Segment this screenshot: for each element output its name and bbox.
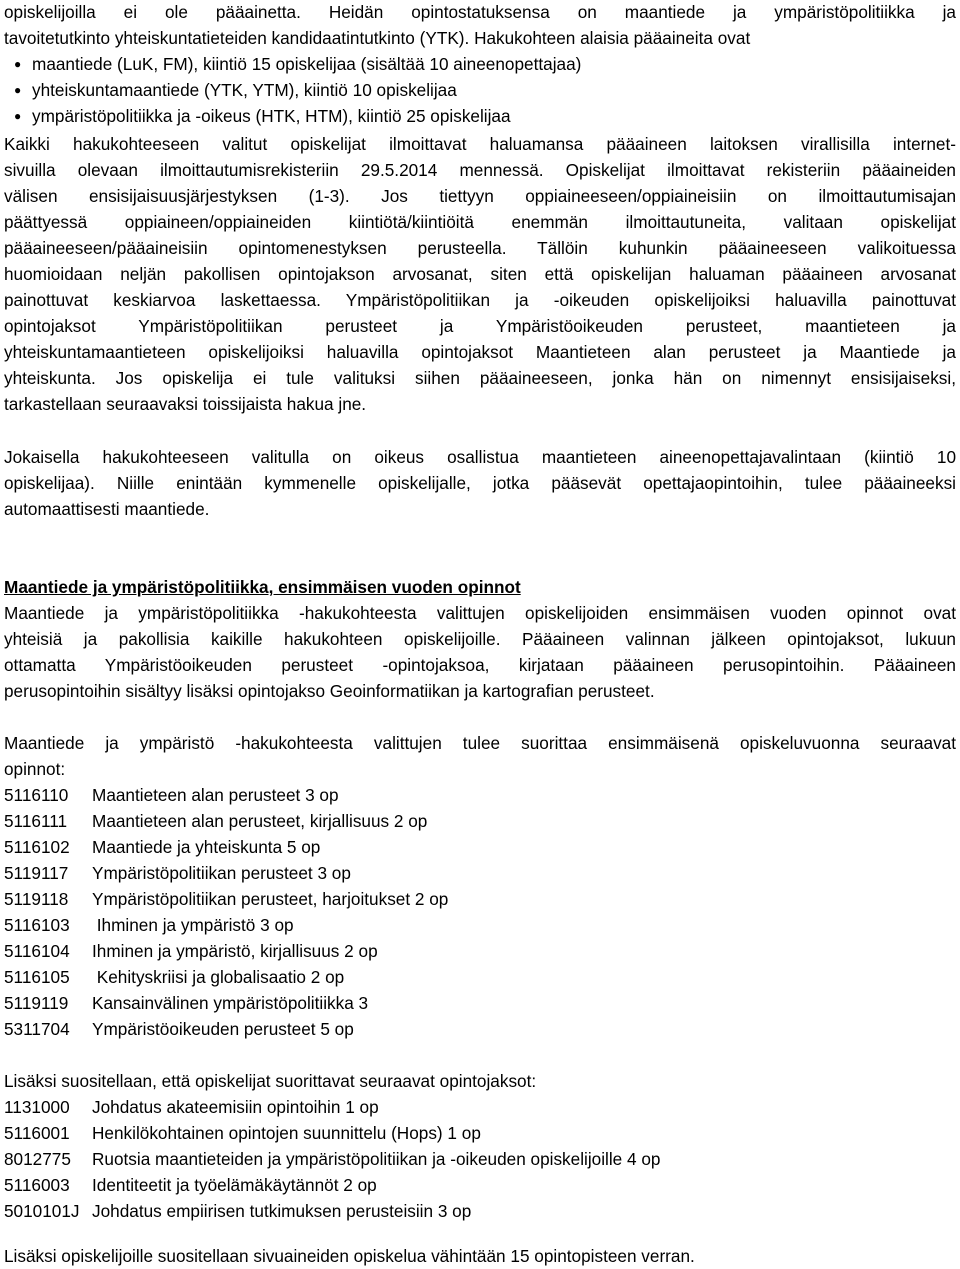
- course-code: 5116102: [4, 837, 70, 857]
- course-list-item: [4, 992, 956, 1014]
- course-code: 5116001: [4, 1123, 70, 1143]
- course-list-item: [4, 940, 956, 962]
- course-name: Ihminen ja ympäristö 3 op: [92, 915, 294, 935]
- paragraph-line: Kaikki hakukohteeseen valitut opiskelijat ilmoittavat haluamansa pääaineen laitoksen virallisilla internet-: [4, 134, 956, 154]
- bullet-icon: ●: [14, 109, 22, 123]
- recommended-list-item: [4, 1148, 956, 1170]
- course-code: 5116103: [4, 915, 70, 935]
- course-code: 5116111: [4, 811, 68, 831]
- paragraph-line: opinnot:: [4, 759, 66, 779]
- intro-line: tavoitetutkinto yhteiskuntatieteiden kandidaatintutkinto (YTK). Hakukohteen alaisia pääaineita ovat: [4, 28, 751, 48]
- course-name: Ihminen ja ympäristö, kirjallisuus 2 op: [92, 941, 378, 961]
- section-heading: Maantiede ja ympäristöpolitiikka, ensimmäisen vuoden opinnot: [4, 577, 521, 597]
- paragraph-line: Jokaisella hakukohteeseen valitulla on oikeus osallistua maantieteen aineenopettajavalintaan (kiintiö 10: [4, 447, 956, 467]
- course-name: Henkilökohtainen opintojen suunnittelu (Hops) 1 op: [92, 1123, 481, 1143]
- course-name: Kansainvälinen ympäristöpolitiikka 3: [92, 993, 369, 1013]
- recommended-list-item: [4, 1174, 956, 1196]
- paragraph-line: opintojaksot Ympäristöpolitiikan perusteet ja Ympäristöoikeuden perusteet, maantieteen ja: [4, 316, 956, 336]
- course-name: Ympäristöoikeuden perusteet 5 op: [92, 1019, 354, 1039]
- intro-line: opiskelijoilla ei ole pääainetta. Heidän opintostatuksensa on maantiede ja ympäristöpolitiikka ja: [4, 2, 956, 22]
- course-name: Maantiede ja yhteiskunta 5 op: [92, 837, 321, 857]
- course-code: 5116110: [4, 785, 69, 805]
- course-list-item: [4, 784, 956, 806]
- recommended-list-item: [4, 1200, 956, 1222]
- paragraph-line: välisen ensisijaisuusjärjestyksen (1-3). Jos tiettyyn oppiaineeseen/oppiaineisiin on ilmoittautumisajan: [4, 186, 956, 206]
- course-name: Ruotsia maantieteiden ja ympäristöpolitiikan ja -oikeuden opiskelijoille 4 op: [92, 1149, 661, 1169]
- closing-paragraph: Lisäksi opiskelijoille suositellaan sivuaineiden opiskelua vähintään 15 opintopisteen verran.: [4, 1246, 695, 1266]
- bullet-text: maantiede (LuK, FM), kiintiö 15 opiskelijaa (sisältää 10 aineenopettajaa): [32, 54, 582, 74]
- paragraph-line: Maantiede ja ympäristö -hakukohteesta valittujen tulee suorittaa ensimmäisenä opiskeluvuonna seuraavat: [4, 733, 956, 753]
- course-name: Kehityskriisi ja globalisaatio 2 op: [92, 967, 345, 987]
- paragraph-line: sivuilla olevaan ilmoittautumisrekisteriin 29.5.2014 mennessä. Opiskelijat ilmoittavat rekisteriin pääaineiden: [4, 160, 956, 180]
- paragraph-line: yhteiskuntamaantieteen opiskelijoiksi haluavilla opintojaksot Maantieteen alan perusteet ja Maantiede ja: [4, 342, 956, 362]
- course-name: Ympäristöpolitiikan perusteet 3 op: [92, 863, 351, 883]
- course-list-item: [4, 836, 956, 858]
- course-name: Maantieteen alan perusteet 3 op: [92, 785, 339, 805]
- course-code: 5010101J: [4, 1201, 80, 1221]
- paragraph-line: perusopintoihin sisältyy lisäksi opintojakso Geoinformatiikan ja kartografian perusteet.: [4, 681, 655, 701]
- course-name: Johdatus akateemisiin opintoihin 1 op: [92, 1097, 379, 1117]
- course-list-item: [4, 888, 956, 910]
- course-code: 5116105: [4, 967, 70, 987]
- bullet-text: ympäristöpolitiikka ja -oikeus (HTK, HTM), kiintiö 25 opiskelijaa: [32, 106, 511, 126]
- paragraph-line: yhteisiä ja pakollisia kaikille hakukohteen opiskelijoille. Pääaineen valinnan jälkeen opintojaksot, lukuun: [4, 629, 956, 649]
- course-code: 5116104: [4, 941, 70, 961]
- course-code: 5119118: [4, 889, 69, 909]
- course-code: 5116003: [4, 1175, 70, 1195]
- bullet-icon: ●: [14, 83, 22, 97]
- paragraph-line: painottuvat keskiarvoa laskettaessa. Ympäristöpolitiikan ja -oikeuden opiskelijoiksi haluavilla painottuvat: [4, 290, 956, 310]
- course-name: Identiteetit ja työelämäkäytännöt 2 op: [92, 1175, 377, 1195]
- bullet-text: yhteiskuntamaantiede (YTK, YTM), kiintiö 10 opiskelijaa: [32, 80, 457, 100]
- course-list-item: [4, 914, 956, 936]
- course-list-item: [4, 862, 956, 884]
- course-name: Johdatus empiirisen tutkimuksen perusteisiin 3 op: [92, 1201, 472, 1221]
- course-code: 5311704: [4, 1019, 70, 1039]
- course-list-item: [4, 810, 956, 832]
- paragraph-line: yhteiskunta. Jos opiskelija ei tule valituksi siihen pääaineeseen, jonka hän on nimennyt ensisijaiseksi,: [4, 368, 956, 388]
- course-code: 1131000: [4, 1097, 70, 1117]
- paragraph-line: Maantiede ja ympäristöpolitiikka -hakukohteesta valittujen opiskelijoiden ensimmäisen vuoden opinnot ovat: [4, 603, 956, 623]
- course-code: 5119117: [4, 863, 69, 883]
- paragraph-line: ottamatta Ympäristöoikeuden perusteet -opintojaksoa, kirjataan pääaineen perusopintoihin. Pääaineen: [4, 655, 956, 675]
- recommend-intro: Lisäksi suositellaan, että opiskelijat suorittavat seuraavat opintojaksot:: [4, 1071, 537, 1091]
- bullet-icon: ●: [14, 57, 22, 71]
- paragraph-line: päättyessä oppiaineen/oppiaineiden kiintiötä/kiintiöitä enemmän ilmoittautuneita, valitaan opiskelijat: [4, 212, 956, 232]
- course-list-item: [4, 966, 956, 988]
- course-name: Maantieteen alan perusteet, kirjallisuus 2 op: [92, 811, 428, 831]
- paragraph-line: pääaineeseen/pääaineisiin opintomenestyksen perusteella. Tällöin kuhunkin pääaineeseen valikoituessa: [4, 238, 956, 258]
- recommended-list-item: [4, 1122, 956, 1144]
- course-name: Ympäristöpolitiikan perusteet, harjoitukset 2 op: [92, 889, 449, 909]
- paragraph-line: automaattisesti maantiede.: [4, 499, 210, 519]
- paragraph-line: huomioidaan neljän pakollisen opintojakson arvosanat, siten että opiskelijan haluaman pääaineen arvosanat: [4, 264, 956, 284]
- recommended-list-item: [4, 1096, 956, 1118]
- paragraph-line: tarkastellaan seuraavaksi toissijaista hakua jne.: [4, 394, 367, 414]
- course-code: 5119119: [4, 993, 69, 1013]
- paragraph-line: opiskelijaa). Niille enintään kymmenelle opiskelijalle, jotka pääsevät opettajaopintoihin, tulee pääaineeksi: [4, 473, 956, 493]
- course-list-item: [4, 1018, 956, 1040]
- course-code: 8012775: [4, 1149, 71, 1169]
